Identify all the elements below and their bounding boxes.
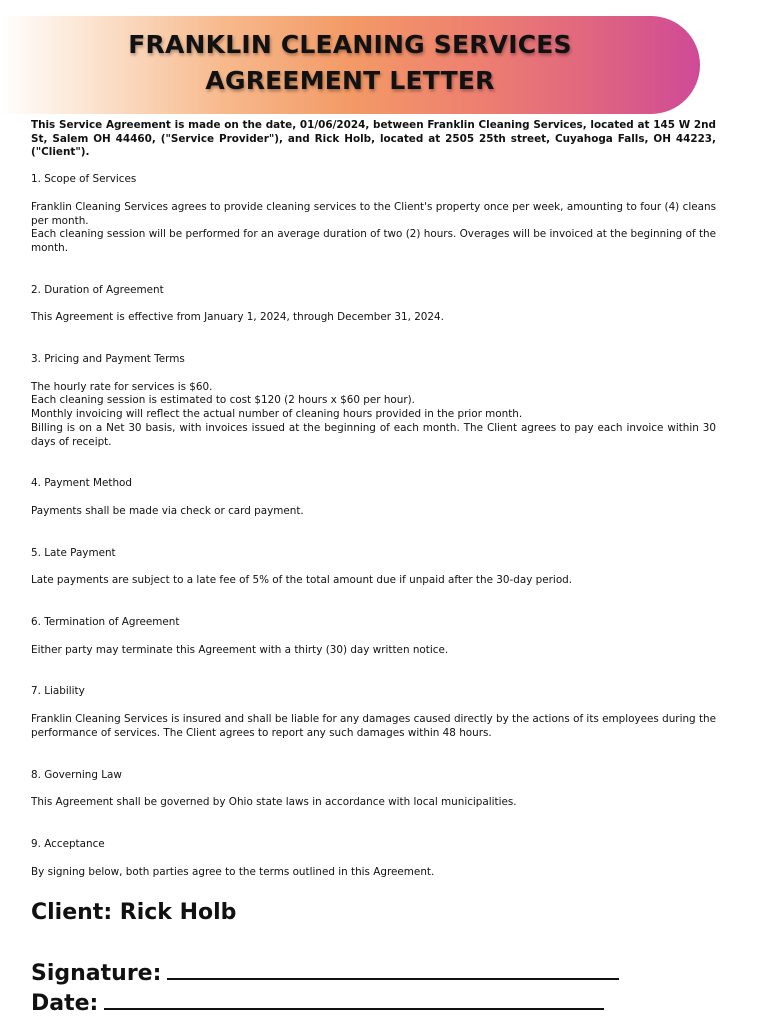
section-paragraph: Monthly invoicing will reflect the actual number of cleaning hours provided in the prior month. — [31, 408, 523, 421]
section-heading: 1. Scope of Services — [31, 173, 137, 186]
section-paragraph: The hourly rate for services is $60. — [31, 380, 213, 393]
section-heading: 9. Acceptance — [31, 837, 105, 850]
client-name: Client: Rick Holb — [31, 900, 237, 925]
section-liability — [31, 685, 716, 740]
date-row — [31, 986, 604, 1019]
date-label: Date: — [31, 991, 99, 1016]
section-heading: 3. Pricing and Payment Terms — [31, 353, 185, 366]
section-late-payment — [31, 547, 716, 588]
signature-label: Signature: — [31, 961, 162, 986]
signature-line[interactable] — [167, 956, 619, 980]
section-heading: 6. Termination of Agreement — [31, 616, 180, 629]
section-paragraph: Each cleaning session is estimated to cost $120 (2 hours x $60 per hour). — [31, 394, 415, 407]
section-paragraph: This Agreement is effective from January 1, 2024, through December 31, 2024. — [31, 311, 444, 324]
title-line-2: AGREEMENT LETTER — [205, 66, 495, 95]
section-pricing — [31, 353, 716, 449]
section-duration — [31, 284, 716, 325]
section-paragraph: This Agreement shall be governed by Ohio state laws in accordance with local municipalities. — [31, 796, 517, 809]
section-termination — [31, 616, 716, 657]
section-scope — [31, 173, 716, 256]
section-paragraph: Either party may terminate this Agreement with a thirty (30) day written notice. — [31, 643, 449, 656]
title-line-1: FRANKLIN CLEANING SERVICES — [128, 30, 572, 59]
section-paragraph: Late payments are subject to a late fee of 5% of the total amount due if unpaid after the 30-day period. — [31, 574, 573, 587]
intro-paragraph: This Service Agreement is made on the date, 01/06/2024, between Franklin Cleaning Services, located at 145 W 2nd St, Salem OH 44460, ("Service Provider"), and Rick Holb, located at 2505 25th street, Cuyahoga Falls, OH 44223, ("Client"). — [31, 119, 716, 159]
agreement-body — [31, 119, 716, 879]
section-paragraph: Franklin Cleaning Services agrees to provide cleaning services to the Client's property once per week, amounting to four (4) cleans per month. — [31, 200, 716, 227]
section-acceptance — [31, 838, 716, 879]
section-paragraph: Franklin Cleaning Services is insured and shall be liable for any damages caused directly by the actions of its employees during the performance of services. The Client agrees to report any such damages within 48 hours. — [31, 713, 716, 739]
signature-row — [31, 956, 619, 989]
section-governing-law — [31, 769, 716, 810]
section-paragraph: Billing is on a Net 30 basis, with invoices issued at the beginning of each month. The Client agrees to pay each invoice within 30 days of receipt. — [31, 421, 716, 448]
section-heading: 4. Payment Method — [31, 477, 132, 490]
page-title — [0, 27, 700, 99]
section-heading: 2. Duration of Agreement — [31, 283, 164, 296]
section-heading: 7. Liability — [31, 685, 85, 698]
date-line[interactable] — [104, 986, 604, 1010]
section-paragraph: Each cleaning session will be performed for an average duration of two (2) hours. Overages will be invoiced at the beginning of the month. — [31, 228, 716, 254]
section-payment-method — [31, 477, 716, 518]
section-paragraph: By signing below, both parties agree to the terms outlined in this Agreement. — [31, 865, 435, 878]
section-heading: 8. Governing Law — [31, 768, 122, 781]
section-paragraph: Payments shall be made via check or card payment. — [31, 504, 304, 517]
section-heading: 5. Late Payment — [31, 546, 116, 559]
